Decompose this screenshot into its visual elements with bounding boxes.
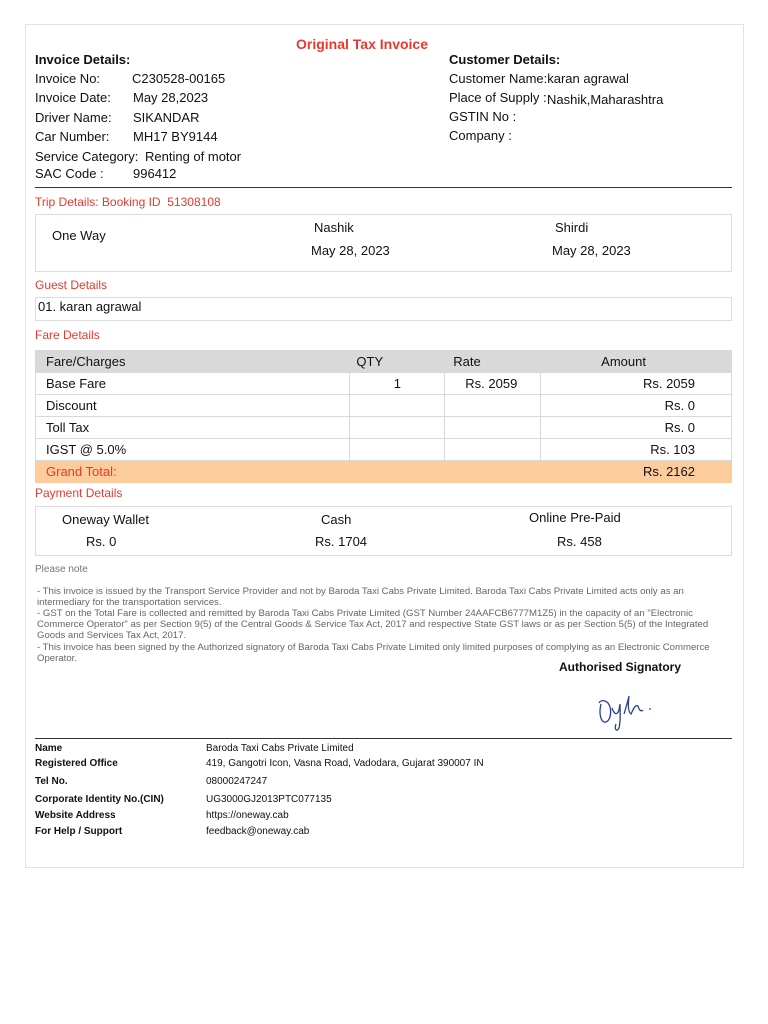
registered-office-label: Registered Office bbox=[35, 758, 118, 769]
fare-rate bbox=[445, 417, 541, 439]
fare-qty: 1 bbox=[350, 373, 445, 395]
fare-amount: Rs. 2059 bbox=[541, 373, 732, 395]
fare-qty bbox=[350, 417, 445, 439]
trip-from-city: Nashik bbox=[314, 220, 354, 235]
company-name-label: Name bbox=[35, 743, 63, 754]
car-number-value: MH17 BY9144 bbox=[133, 129, 218, 144]
trip-from-date: May 28, 2023 bbox=[311, 243, 390, 258]
fare-rate bbox=[445, 395, 541, 417]
fare-amount: Rs. 0 bbox=[541, 395, 732, 417]
registered-office-value: 419, Gangotri Icon, Vasna Road, Vadodara, Gujarat 390007 IN bbox=[206, 758, 484, 769]
fare-table-header bbox=[36, 351, 732, 373]
cash-label: Cash bbox=[321, 512, 352, 527]
online-prepaid-label: Online Pre-Paid bbox=[529, 510, 621, 525]
tel-label: Tel No. bbox=[35, 776, 68, 787]
notes-heading: Please note bbox=[35, 564, 88, 575]
fare-details-heading: Fare Details bbox=[35, 328, 100, 342]
fare-header-charges: Fare/Charges bbox=[36, 351, 350, 373]
guest-entry: 01. karan agrawal bbox=[38, 299, 142, 314]
invoice-title: Original Tax Invoice bbox=[296, 36, 429, 52]
fare-header-qty: QTY bbox=[350, 351, 445, 373]
customer-name bbox=[449, 71, 629, 86]
invoice-date-value: May 28,2023 bbox=[133, 90, 209, 105]
customer-name-label: Customer Name: bbox=[449, 71, 548, 86]
note-line-1: - This invoice is issued by the Transport Service Provider and not by Baroda Taxi Cabs Private Limited. Baroda Taxi Cabs Private Limited acts only as an intermediary for the transportation services. bbox=[37, 586, 684, 608]
fare-charge: Discount bbox=[36, 395, 350, 417]
table-row bbox=[36, 395, 732, 417]
footer-divider bbox=[35, 738, 732, 739]
cin-label: Corporate Identity No.(CIN) bbox=[35, 794, 164, 805]
grand-total-row bbox=[36, 461, 732, 483]
guest-details-heading: Guest Details bbox=[35, 278, 108, 292]
support-email-link[interactable]: feedback@oneway.cab bbox=[206, 826, 310, 837]
grand-total-label: Grand Total: bbox=[36, 461, 350, 483]
table-row bbox=[36, 417, 732, 439]
note-line-3: - This invoice has been signed by the Authorized signatory of Baroda Taxi Cabs Private Limited only limited purposes of complying as an Electronic Commerce Operator. bbox=[37, 642, 710, 664]
signature-image bbox=[595, 690, 657, 732]
fare-qty bbox=[350, 439, 445, 461]
table-row bbox=[36, 373, 732, 395]
website-label: Website Address bbox=[35, 810, 116, 821]
note-line-2: - GST on the Total Fare is collected and remitted by Baroda Taxi Cabs Private Limited (GST Number 24AAFCB6777M1Z5) in the capacity of an "Electronic Commerce Operator" as per Section 9(5) of the Central Goods & Service Tax Act, 2017 and respective State GST laws or as per Section 5(5) of the Integrated Goods and Services Tax Act, 2017. bbox=[37, 608, 709, 641]
invoice-details-heading: Invoice Details: bbox=[35, 52, 131, 67]
service-category-label: Service Category: bbox=[35, 149, 139, 164]
cin-value: UG3000GJ2013PTC077135 bbox=[206, 794, 332, 805]
wallet-label: Oneway Wallet bbox=[62, 512, 149, 527]
company-label: Company : bbox=[449, 128, 512, 143]
sac-code-label: SAC Code : bbox=[35, 166, 104, 181]
fare-qty bbox=[350, 395, 445, 417]
header-divider bbox=[35, 187, 732, 188]
car-number-label: Car Number: bbox=[35, 129, 110, 144]
trip-to-city: Shirdi bbox=[555, 220, 589, 235]
fare-rate: Rs. 2059 bbox=[445, 373, 541, 395]
grand-total-qty bbox=[350, 461, 445, 483]
wallet-amount: Rs. 0 bbox=[86, 534, 117, 549]
driver-name-label: Driver Name: bbox=[35, 110, 112, 125]
trip-details-label: Trip Details: Booking ID bbox=[35, 195, 161, 209]
fare-charge: Base Fare bbox=[36, 373, 350, 395]
trip-type: One Way bbox=[52, 228, 106, 243]
fare-header-rate: Rate bbox=[445, 351, 541, 373]
customer-name-value: karan agrawal bbox=[547, 71, 629, 86]
trip-details-heading bbox=[35, 195, 221, 209]
table-row bbox=[36, 439, 732, 461]
online-prepaid-amount: Rs. 458 bbox=[557, 534, 602, 549]
company-name-value: Baroda Taxi Cabs Private Limited bbox=[206, 743, 354, 754]
place-of-supply-label: Place of Supply : bbox=[449, 90, 547, 105]
website-link[interactable]: https://oneway.cab bbox=[206, 810, 289, 821]
place-of-supply-value: Nashik,Maharashtra bbox=[547, 92, 664, 107]
service-category-value: Renting of motor bbox=[145, 149, 242, 164]
support-label: For Help / Support bbox=[35, 826, 123, 837]
fare-amount: Rs. 0 bbox=[541, 417, 732, 439]
fare-charge: IGST @ 5.0% bbox=[36, 439, 350, 461]
fare-header-amount: Amount bbox=[541, 351, 732, 373]
cash-amount: Rs. 1704 bbox=[315, 534, 368, 549]
invoice-date-label: Invoice Date: bbox=[35, 90, 111, 105]
trip-to-date: May 28, 2023 bbox=[552, 243, 631, 258]
invoice-no-label: Invoice No: bbox=[35, 71, 101, 86]
fare-charge: Toll Tax bbox=[36, 417, 350, 439]
gstin-label: GSTIN No : bbox=[449, 109, 517, 124]
driver-name-value: SIKANDAR bbox=[133, 110, 200, 125]
customer-details-heading: Customer Details: bbox=[449, 52, 561, 67]
invoice-no-value: C230528-00165 bbox=[132, 71, 226, 86]
grand-total-amount: Rs. 2162 bbox=[541, 461, 732, 483]
payment-details-heading: Payment Details bbox=[35, 486, 123, 500]
fare-amount: Rs. 103 bbox=[541, 439, 732, 461]
fare-table bbox=[35, 350, 732, 483]
tel-value: 08000247247 bbox=[206, 776, 268, 787]
grand-total-rate bbox=[445, 461, 541, 483]
authorised-signatory: Authorised Signatory bbox=[559, 660, 682, 674]
sac-code-value: 996412 bbox=[133, 166, 177, 181]
fare-rate bbox=[445, 439, 541, 461]
booking-id: 51308108 bbox=[167, 195, 221, 209]
